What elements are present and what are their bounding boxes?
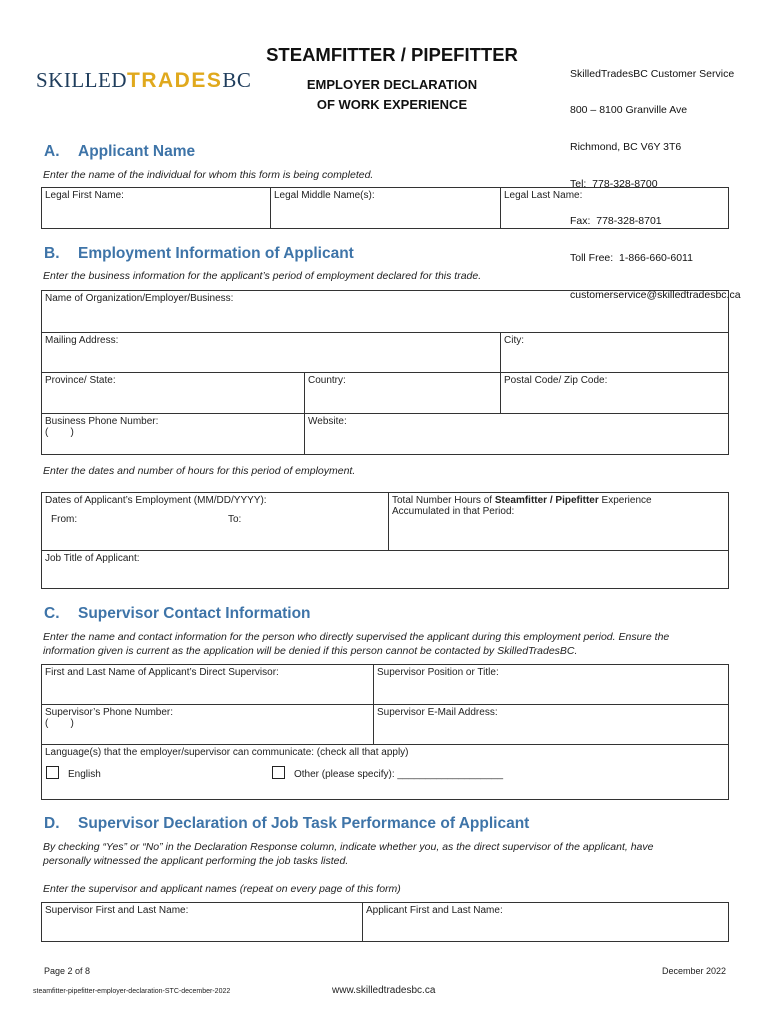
from-label: From: [51, 514, 78, 525]
other-label: Other (please specify): ___________________ [294, 769, 504, 780]
language-options [45, 766, 725, 784]
form-subtitle [252, 75, 532, 115]
field-label: Legal Last Name: [504, 190, 583, 201]
website-field[interactable] [305, 414, 729, 455]
other-language-option[interactable] [272, 766, 503, 780]
postal-code-field[interactable] [501, 373, 729, 414]
field-label: City: [504, 335, 524, 346]
section-a-instruction: Enter the name of the individual for whom this form is being completed. [43, 169, 374, 181]
hours-label-line2: Accumulated in that Period: [392, 506, 515, 517]
field-label: Website: [308, 416, 347, 427]
document-id: steamfitter-pipefitter-employer-declaration-STC-december-2022 [33, 988, 231, 995]
field-label: Supervisor E-Mail Address: [377, 707, 498, 718]
section-letter: D. [44, 815, 60, 832]
section-c-instruction [43, 630, 733, 658]
legal-last-name-field[interactable] [501, 188, 729, 229]
business-phone-field[interactable] [42, 414, 305, 455]
hours-text: Total Number Hours of [392, 495, 495, 506]
declaration-names-table [41, 902, 729, 942]
field-label: Mailing Address: [45, 335, 119, 346]
supervisor-name-field[interactable] [42, 665, 374, 705]
supervisor-position-field[interactable] [374, 665, 729, 705]
area-code-parens: ( ) [45, 718, 74, 729]
legal-first-name-field[interactable] [42, 188, 271, 229]
contact-line: 800 – 8100 Granville Ave [570, 104, 688, 117]
dates-instruction: Enter the dates and number of hours for this period of employment. [43, 465, 356, 477]
field-label: Job Title of Applicant: [45, 553, 140, 564]
organization-name-field[interactable] [42, 291, 729, 333]
field-label: Legal Middle Name(s): [274, 190, 375, 201]
field-label: Language(s) that the employer/supervisor can communicate: (check all that apply) [45, 747, 409, 758]
section-title: Supervisor Declaration of Job Task Performance of Applicant [78, 815, 530, 832]
subtitle-line-2: OF WORK EXPERIENCE [316, 97, 468, 112]
footer-website[interactable]: www.skilledtradesbc.ca [332, 985, 436, 996]
section-letter: A. [44, 143, 60, 160]
section-title: Employment Information of Applicant [78, 245, 354, 262]
section-letter: C. [44, 605, 60, 622]
field-label: Business Phone Number: [45, 416, 159, 427]
hours-separator: / [547, 495, 556, 506]
subtitle-line-1: EMPLOYER DECLARATION [306, 77, 478, 92]
field-label: Supervisor Position or Title: [377, 667, 499, 678]
page-number: Page 2 of 8 [44, 966, 91, 976]
english-option[interactable] [46, 766, 101, 780]
section-title: Applicant Name [78, 143, 196, 160]
instruction-line: information given is current as the application will be denied if this person cannot be contacted by SkilledTradesBC. [43, 645, 578, 657]
date-range [45, 514, 385, 528]
section-c-heading [44, 605, 311, 623]
job-title-field[interactable] [42, 551, 729, 589]
contact-line: Fax: 778-328-8701 [570, 215, 662, 228]
field-label: Postal Code/ Zip Code: [504, 375, 608, 386]
province-field[interactable] [42, 373, 305, 414]
names-instruction: Enter the supervisor and applicant names (repeat on every page of this form) [43, 883, 401, 895]
languages-field [42, 745, 729, 800]
field-label: Dates of Applicant’s Employment (MM/DD/YYYY): [45, 495, 267, 506]
field-label: Province/ State: [45, 375, 116, 386]
section-d-instruction [43, 840, 733, 868]
form-title: STEAMFITTER / PIPEFITTER [266, 44, 518, 65]
field-label: Legal First Name: [45, 190, 124, 201]
section-title: Supervisor Contact Information [78, 605, 311, 622]
field-label: Applicant First and Last Name: [366, 905, 503, 916]
field-label: Country: [308, 375, 346, 386]
section-d-heading [44, 815, 529, 833]
instruction-line: By checking “Yes” or “No” in the Declaration Response column, indicate whether you, as the direct supervisor of the applicant, have [43, 841, 654, 853]
mailing-address-field[interactable] [42, 333, 501, 373]
legal-middle-name-field[interactable] [271, 188, 501, 229]
section-letter: B. [44, 245, 60, 262]
contact-line: SkilledTradesBC Customer Service [570, 67, 735, 80]
supervisor-full-name-field[interactable] [42, 903, 363, 942]
employment-info-table [41, 290, 729, 455]
applicant-full-name-field[interactable] [363, 903, 729, 942]
supervisor-email-field[interactable] [374, 705, 729, 745]
section-b-heading [44, 245, 354, 263]
logo-part-skilled: SKILLED [36, 68, 127, 92]
english-label: English [68, 769, 101, 780]
hours-trade-pipefitter: Pipefitter [555, 495, 599, 506]
footer-date: December 2022 [661, 966, 726, 976]
contact-line: Richmond, BC V6Y 3T6 [570, 141, 682, 154]
contact-block [570, 43, 741, 314]
applicant-name-table [41, 187, 729, 229]
skilledtradesbc-logo [36, 68, 251, 93]
instruction-line: personally witnessed the applicant performing the job tasks listed. [43, 855, 349, 867]
field-label: Supervisor’s Phone Number: [45, 707, 174, 718]
city-field[interactable] [501, 333, 729, 373]
contact-line: Toll Free: 1-866-660-6011 [570, 252, 693, 265]
contact-email[interactable]: customerservice@skilledtradesbc.ca [570, 288, 741, 301]
field-label: First and Last Name of Applicant’s Direct Supervisor: [45, 667, 279, 678]
country-field[interactable] [305, 373, 501, 414]
supervisor-contact-table [41, 664, 729, 800]
english-checkbox[interactable] [46, 766, 59, 779]
contact-line: Tel: 778-328-8700 [570, 178, 658, 191]
to-label: To: [228, 514, 242, 525]
hours-trade-steamfitter: Steamfitter [494, 495, 548, 506]
field-label: Supervisor First and Last Name: [45, 905, 189, 916]
total-hours-label [392, 495, 725, 506]
logo-part-trades: TRADES [127, 69, 223, 92]
instruction-line: Enter the name and contact information for the person who directly supervised the applicant during this employment period. Ensure the [43, 631, 670, 643]
employment-dates-table [41, 492, 729, 589]
area-code-parens: ( ) [45, 427, 74, 438]
other-checkbox[interactable] [272, 766, 285, 779]
hours-text: Experience [598, 495, 652, 506]
section-a-heading [44, 143, 195, 161]
total-hours-field[interactable] [389, 493, 729, 551]
logo-part-bc: BC [222, 68, 252, 92]
field-label: Name of Organization/Employer/Business: [45, 293, 234, 304]
section-b-instruction: Enter the business information for the applicant’s period of employment declared for this trade. [43, 270, 482, 282]
supervisor-phone-field[interactable] [42, 705, 374, 745]
employment-dates-field[interactable] [42, 493, 389, 551]
